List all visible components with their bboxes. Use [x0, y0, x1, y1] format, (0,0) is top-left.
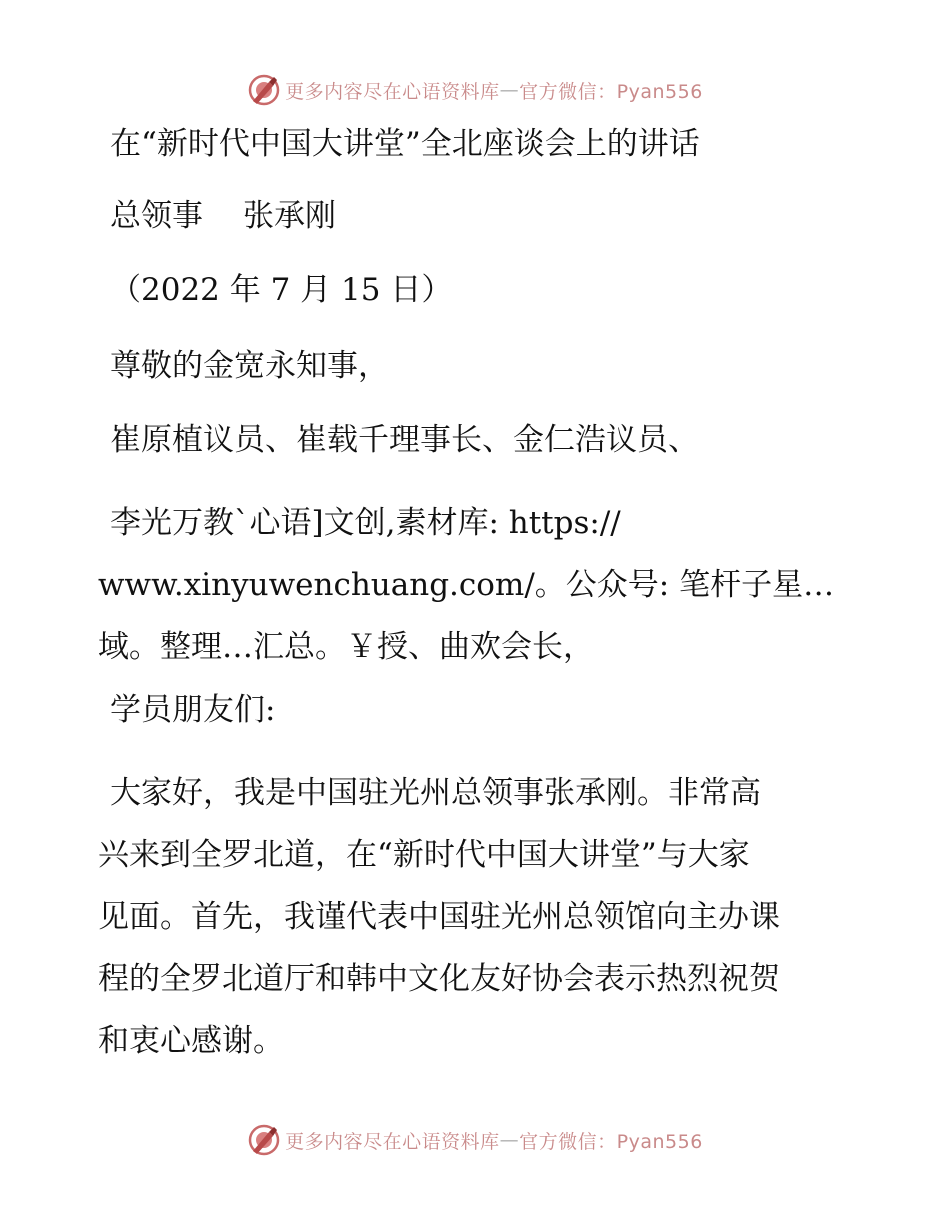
watermark-main-text: 更多内容尽在心语资料库: [285, 1130, 500, 1153]
watermark-dash: —: [499, 1129, 520, 1151]
pen-logo-icon: [247, 1123, 281, 1157]
header-watermark: [0, 72, 950, 108]
author-line: [110, 194, 336, 238]
salutation-paragraph-3: [98, 492, 858, 678]
author-name: 张承刚: [243, 198, 336, 234]
footer-watermark: [0, 1122, 950, 1158]
body-line: 大家好，我是中国驻光州总领事张承刚。非常高: [110, 775, 761, 811]
watermark-dash: —: [499, 79, 520, 101]
salutation-3-line: www.xinyuwenchuang.com/。公众号: 笔杆子星…: [98, 567, 835, 603]
salutation-line-4: 学员朋友们:: [110, 692, 276, 728]
salutation-3-line: 李光万教`心语]文创,素材库: https://: [110, 505, 621, 541]
salutation-line-2: 崔原植议员、崔载千理事长、金仁浩议员、: [110, 422, 699, 458]
document-title: 在“新时代中国大讲堂”全北座谈会上的讲话: [110, 126, 700, 162]
watermark-contact-text: 官方微信：Pyan556: [519, 1130, 703, 1153]
body-line: 和衷心感谢。: [98, 1023, 284, 1059]
author-role: 总领事: [110, 198, 203, 234]
body-line: 兴来到全罗北道，在“新时代中国大讲堂”与大家: [98, 837, 750, 873]
body-paragraph: [98, 762, 858, 1072]
body-line: 程的全罗北道厅和韩中文化友好协会表示热烈祝贺: [98, 961, 780, 997]
watermark-main-text: 更多内容尽在心语资料库: [285, 80, 500, 103]
salutation-line-1: 尊敬的金宽永知事，: [110, 348, 389, 384]
salutation-3-line: 域。整理…汇总。￥授、曲欢会长，: [98, 629, 594, 665]
document-date: （2022 年 7 月 15 日）: [110, 272, 453, 308]
body-line: 见面。首先，我谨代表中国驻光州总领馆向主办课: [98, 899, 780, 935]
watermark-contact-text: 官方微信：Pyan556: [519, 80, 703, 103]
pen-logo-icon: [247, 73, 281, 107]
